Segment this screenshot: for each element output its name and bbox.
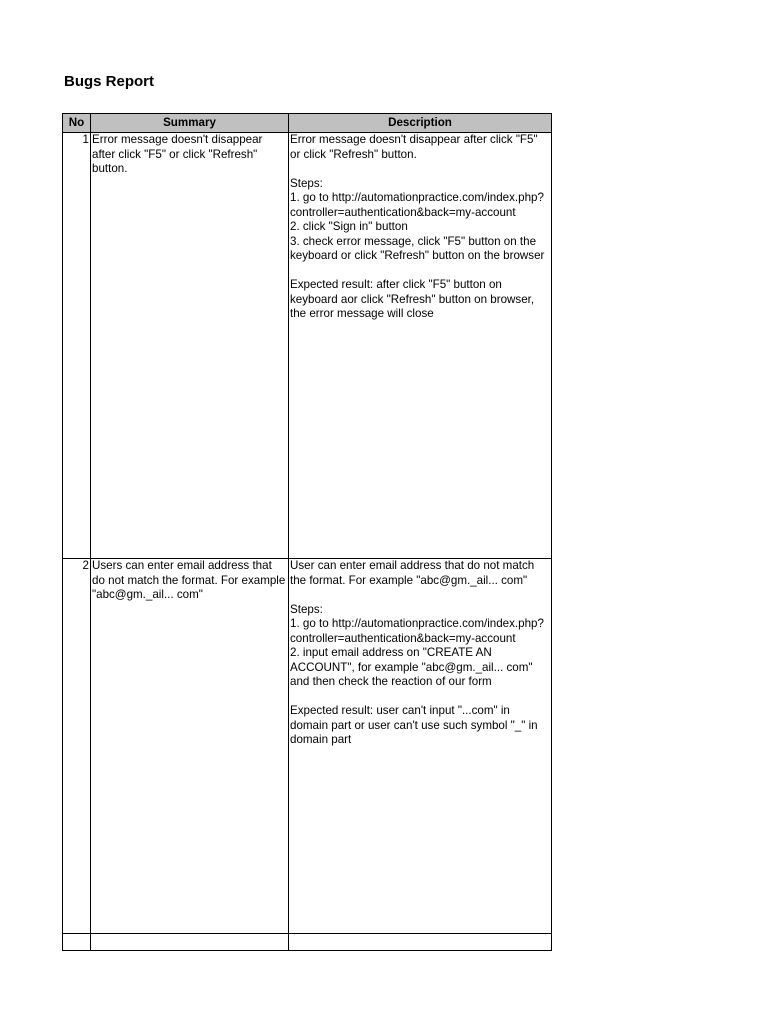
table-row: [63, 133, 552, 559]
cell-description: [289, 559, 552, 934]
column-header-description: Description: [289, 114, 552, 133]
column-header-no: No: [63, 114, 91, 133]
cell-summary: [91, 934, 289, 951]
cell-description: [289, 934, 552, 951]
description-text: User can enter email address that do not match the format. For example "abc@gm._ail... com" Steps: 1. go to http://automationpractice.com/index.php?controller=authentication&back=my-account 2. input email address on "CREATE AN ACCOUNT", for example "abc@gm._ail... com" and then check the reaction of our form Expected result: user can't input "...com" in domain part or user can't use such symbol "_" in domain part: [290, 559, 544, 746]
summary-text: Users can enter email address that do not match the format. For example "abc@gm._ail... com": [92, 559, 286, 601]
cell-summary: [91, 559, 289, 934]
cell-no: 1: [63, 133, 91, 559]
summary-text: Error message doesn't disappear after click "F5" or click "Refresh" button.: [92, 133, 263, 175]
cell-description: [289, 133, 552, 559]
cell-no: [63, 934, 91, 951]
table-header-row: [63, 114, 552, 133]
description-text: Error message doesn't disappear after click "F5" or click "Refresh" button. Steps: 1. go to http://automationpractice.com/index.php?controller=authentication&back=my-account 2. click "Sign in" button 3. check error message, click "F5" button on the keyboard or click "Refresh" button on the browser Expected result: after click "F5" button on keyboard aor click "Refresh" button on browser, the error message will close: [290, 133, 545, 320]
bugs-table: [62, 113, 552, 951]
column-header-summary: Summary: [91, 114, 289, 133]
table-row-empty: [63, 934, 552, 951]
page-title: Bugs Report: [64, 73, 154, 90]
table-row: [63, 559, 552, 934]
cell-summary: [91, 133, 289, 559]
cell-no: 2: [63, 559, 91, 934]
